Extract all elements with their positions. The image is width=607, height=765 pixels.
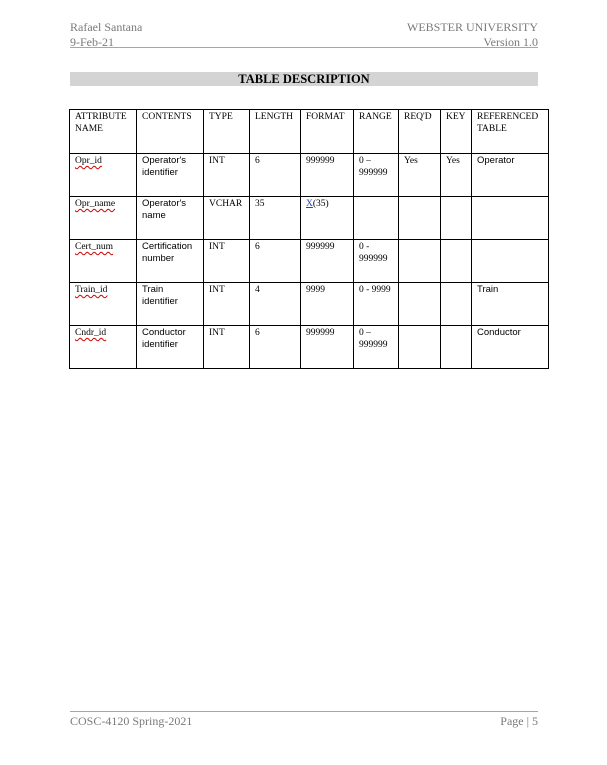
- cell-attribute: [70, 326, 137, 369]
- cell-key: [441, 240, 472, 283]
- table-row: [70, 240, 549, 283]
- attribute-name: Train_id: [75, 285, 108, 295]
- cell-referenced: Operator: [472, 154, 549, 197]
- cell-key: [441, 326, 472, 369]
- cell-referenced: Conductor: [472, 326, 549, 369]
- col-header-format: FORMAT: [301, 110, 354, 154]
- footer-course: COSC-4120 Spring-2021: [70, 714, 193, 728]
- col-header-type: TYPE: [204, 110, 250, 154]
- cell-range: 0 - 9999: [354, 283, 399, 326]
- cell-reqd: [399, 197, 441, 240]
- format-rest: (35): [312, 199, 329, 209]
- organization-name: WEBSTER UNIVERSITY: [407, 20, 538, 34]
- section-title: TABLE DESCRIPTION: [70, 72, 538, 86]
- cell-contents: Certification number: [137, 240, 204, 283]
- cell-length: 6: [250, 240, 301, 283]
- table-row: [70, 197, 549, 240]
- cell-length: 35: [250, 197, 301, 240]
- cell-length: 6: [250, 326, 301, 369]
- footer-divider: [70, 711, 538, 712]
- table-header-row: [70, 110, 549, 154]
- cell-key: [441, 197, 472, 240]
- cell-reqd: Yes: [399, 154, 441, 197]
- col-header-contents: CONTENTS: [137, 110, 204, 154]
- cell-referenced: Train: [472, 283, 549, 326]
- footer-page-number: Page | 5: [500, 714, 538, 728]
- cell-range: [354, 197, 399, 240]
- cell-length: 4: [250, 283, 301, 326]
- cell-length: 6: [250, 154, 301, 197]
- cell-referenced: [472, 197, 549, 240]
- cell-reqd: [399, 283, 441, 326]
- cell-key: Yes: [441, 154, 472, 197]
- cell-format: 999999: [301, 326, 354, 369]
- document-date: 9-Feb-21: [70, 35, 114, 49]
- header-right: [360, 20, 538, 50]
- table-description: [69, 109, 549, 369]
- cell-attribute: [70, 240, 137, 283]
- cell-reqd: [399, 240, 441, 283]
- table-row: [70, 154, 549, 197]
- cell-contents: Operator's name: [137, 197, 204, 240]
- attribute-name: Cndr_id: [75, 328, 107, 338]
- cell-key: [441, 283, 472, 326]
- version-label: Version 1.0: [483, 35, 538, 49]
- col-header-range: RANGE: [354, 110, 399, 154]
- cell-range: 0 – 999999: [354, 154, 399, 197]
- cell-type: INT: [204, 283, 250, 326]
- attribute-name: Cert_num: [75, 242, 113, 252]
- attribute-name: Opr_id: [75, 156, 102, 166]
- col-header-key: KEY: [441, 110, 472, 154]
- author-name: Rafael Santana: [70, 20, 143, 34]
- cell-attribute: [70, 197, 137, 240]
- cell-contents: Operator's identifier: [137, 154, 204, 197]
- cell-attribute: [70, 154, 137, 197]
- cell-type: INT: [204, 326, 250, 369]
- col-header-length: LENGTH: [250, 110, 301, 154]
- col-header-reqd: REQ'D: [399, 110, 441, 154]
- header-divider: [70, 47, 538, 48]
- cell-type: VCHAR: [204, 197, 250, 240]
- table-row: [70, 326, 549, 369]
- col-header-attribute: ATTRIBUTE NAME: [70, 110, 137, 154]
- table-row: [70, 283, 549, 326]
- header-left: [70, 20, 142, 50]
- cell-referenced: [472, 240, 549, 283]
- cell-reqd: [399, 326, 441, 369]
- cell-range: 0 – 999999: [354, 326, 399, 369]
- cell-range: 0 - 999999: [354, 240, 399, 283]
- cell-attribute: [70, 283, 137, 326]
- cell-format: 999999: [301, 240, 354, 283]
- cell-format: 999999: [301, 154, 354, 197]
- cell-format: [301, 197, 354, 240]
- format-x: X: [306, 199, 313, 209]
- attribute-name: Opr_name: [75, 199, 116, 209]
- cell-contents: Train identifier: [137, 283, 204, 326]
- cell-type: INT: [204, 240, 250, 283]
- cell-contents: Conductor identifier: [137, 326, 204, 369]
- cell-type: INT: [204, 154, 250, 197]
- cell-format: 9999: [301, 283, 354, 326]
- col-header-referenced: REFERENCED TABLE: [472, 110, 549, 154]
